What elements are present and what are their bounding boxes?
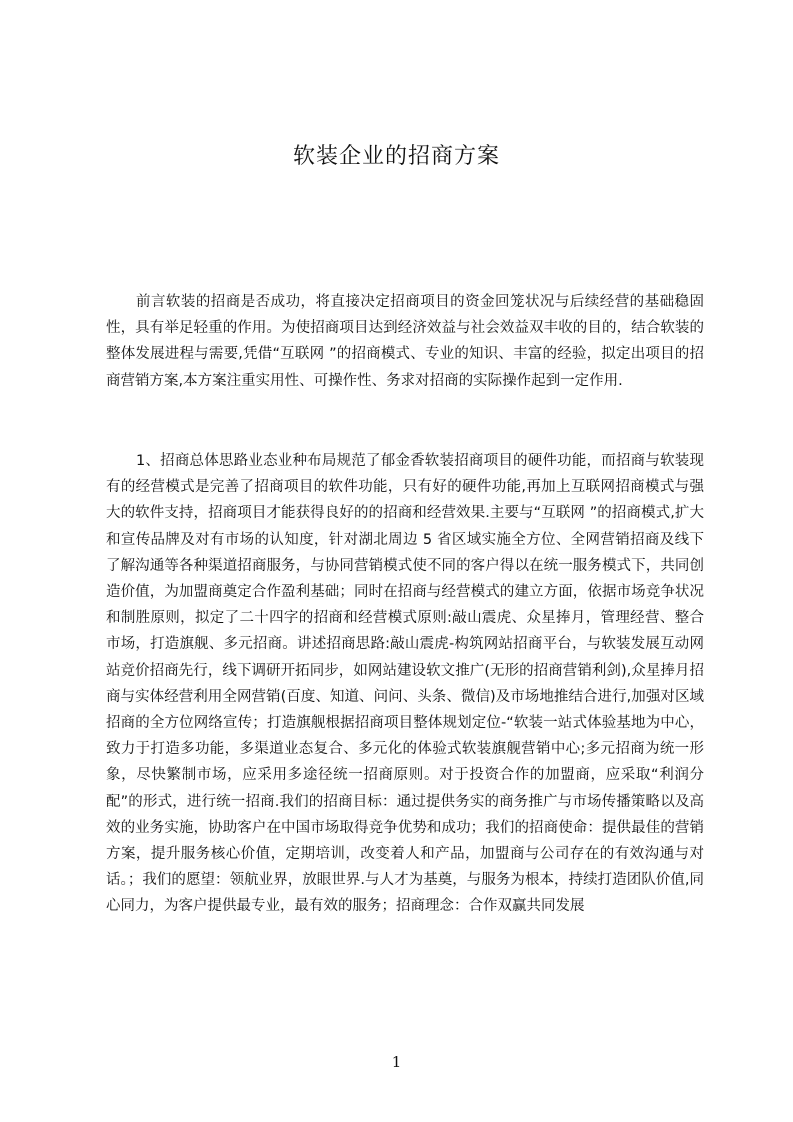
page-number: 1: [391, 1053, 402, 1071]
strategy-paragraph: 1、招商总体思路业态业种布局规范了郁金香软装招商项目的硬件功能，而招商与软装现有的经营模式是完善了招商项目的软件功能，只有好的硬件功能,再加上互联网招商模式与强大的软件支持，招商项目才能获得良好的的招商和经营效果.主要与“互联网 ”的招商模式,扩大和宣传品牌及对有市场的认知度，针对湖北周边 5 省区域实施全方位、全网营销招商及线下了解沟通等各种渠道招商服务，与协同营销模式使不同的客户得以在统一服务模式下，共同创造价值，为加盟商奠定合作盈利基础；同时在招商与经营模式的建立方面，依据市场竞争状况和制胜原则，拟定了二十四字的招商和经营模式原则:敲山震虎、众星捧月，管理经营、整合市场，打造旗舰、多元招商。讲述招商思路:敲山震虎-构筑网站招商平台，与软装发展互动网站竞价招商先行，线下调研开拓同步，如网站建设软文推广(无形的招商营销利剑),众星捧月招商与实体经营利用全网营销(百度、知道、问问、头条、微信)及市场地推结合进行,加强对区域招商的全方位网络宣传；打造旗舰根据招商项目整体规划定位-“软装一站式体验基地为中心，致力于打造多功能，多渠道业态复合、多元化的体验式软装旗舰营销中心;多元招商为统一形象，尽快繁制市场，应采用多途径统一招商原则。对于投资合作的加盟商，应采取“利润分配”的形式，进行统一招商.我们的招商目标：通过提供务实的商务推广与市场传播策略以及高效的业务实施，协助客户在中国市场取得竞争优势和成功；我们的招商使命：提供最佳的营销方案，提升服务核心价值，定期培训，改变着人和产品，加盟商与公司存在的有效沟通与对话。；我们的愿望：领航业界，放眼世界.与人才为基奠，与服务为根本，持续打造团队价值,同心同力，为客户提供最专业，最有效的服务；招商理念：合作双赢共同发展: [106, 453, 704, 915]
intro-paragraph: 前言软装的招商是否成功，将直接决定招商项目的资金回笼状况与后续经营的基础稳固性，具有举足轻重的作用。为使招商项目达到经济效益与社会效益双丰收的目的，结合软装的整体发展进程与需要,凭借“互联网 ”的招商模式、专业的知识、丰富的经验，拟定出项目的招商营销方案,本方案注重实用性、可操作性、务求对招商的实际操作起到一定作用.: [106, 294, 704, 389]
document-title: 软装企业的招商方案: [292, 144, 500, 169]
